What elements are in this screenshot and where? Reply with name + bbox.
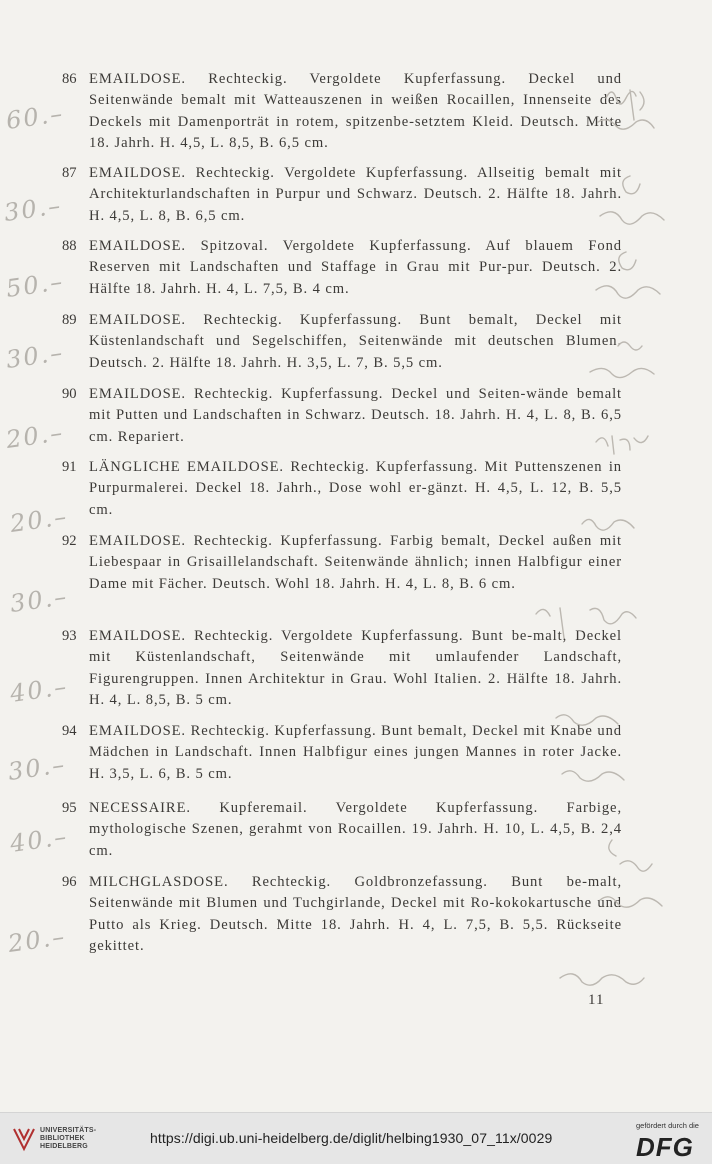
entry-number: 86	[62, 71, 77, 87]
entry-text: EMAILDOSE. Rechteckig. Kupferfassung. Deckel und Seiten-wände bemalt mit Putten und Landschaften in Schwarz. Deutsch. 18. Jahrh. H. 4, L. 8, B. 6,5 cm. Repariert.	[89, 386, 622, 445]
entry-text: MILCHGLASDOSE. Rechteckig. Goldbronzefassung. Bunt be-malt, Seitenwände mit Blumen und Tuchgirlande, Deckel mit Ro-kokokartusche und Putto als Krieg. Deutsch. Mitte 18. Jahrh. H. 4, L. 7,5, B. 5,5. Rückseite gekittet.	[89, 874, 622, 955]
catalog-entry-88	[62, 236, 622, 300]
catalog-entry-96	[62, 872, 622, 958]
catalog-entry-95	[62, 798, 622, 862]
entry-text: EMAILDOSE. Spitzoval. Vergoldete Kupferfassung. Auf blauem Fond Reserven mit Landschaften und Staffage in Grau mit Pur-pur. Deutsch. 2. Hälfte 18. Jahrh. H. 4, L. 7,5, B. 4 cm.	[89, 238, 622, 297]
viewer-footer	[0, 1112, 712, 1164]
entry-number: 89	[62, 312, 77, 328]
pencil-price-note: 40.–	[8, 672, 70, 708]
page-number: 11	[588, 992, 605, 1008]
entry-text: EMAILDOSE. Rechteckig. Kupferfassung. Bunt bemalt, Deckel mit Küstenlandschaft und Segelschiffen, Seitenwände mit deutschen Blumen. Deutsch. 2. Hälfte 18. Jahrh. H. 3,5, L. 7, B. 5,5 cm.	[89, 312, 622, 371]
catalog-entry-90	[62, 384, 622, 448]
catalog-entry-93	[62, 626, 622, 712]
pencil-price-note: 50.–	[4, 267, 66, 303]
dfg-logo: DFG	[636, 1132, 694, 1162]
entry-text: EMAILDOSE. Rechteckig. Vergoldete Kupferfassung. Allseitig bemalt mit Architekturlandschaften in Purpur und Schwarz. Deutsch. 2. Hälfte 18. Jahrh. H. 4,5, L. 8, B. 6,5 cm.	[89, 165, 622, 224]
catalog-entry-94	[62, 721, 622, 785]
pencil-price-note: 30.–	[8, 582, 70, 618]
catalog-entry-91	[62, 457, 622, 521]
entry-text: EMAILDOSE. Rechteckig. Kupferfassung. Bunt bemalt, Deckel mit Knabe und Mädchen in Landschaft. Innen Halbfigur eines jungen Mannes in roter Jacke. H. 3,5, L. 6, B. 5 cm.	[89, 723, 622, 782]
entry-number: 90	[62, 386, 77, 402]
entry-number: 88	[62, 238, 77, 254]
entry-number: 87	[62, 165, 77, 181]
entry-number: 93	[62, 628, 77, 644]
entry-text: LÄNGLICHE EMAILDOSE. Rechteckig. Kupferfassung. Mit Puttenszenen in Purpurmalerei. Deckel 18. Jahrh., Dose wohl er-gänzt. H. 4,5, L. 12, B. 5,5 cm.	[89, 459, 622, 518]
entry-text: NECESSAIRE. Kupferemail. Vergoldete Kupferfassung. Farbige, mythologische Szenen, gerahmt von Rocaillen. 19. Jahrh. H. 10, L. 4,5, B. 2,4 cm.	[89, 800, 622, 859]
entry-text: EMAILDOSE. Rechteckig. Vergoldete Kupferfassung. Deckel und Seitenwände bemalt mit Watteauszenen in weißen Rocaillen, Innenseite des Deckels mit Damenporträt in rotem, spitzenbe-setztem Kleid. Deutsch. Mitte 18. Jahrh. H. 4,5, L. 8,5, B. 6,5 cm.	[89, 71, 622, 152]
library-name: UNIVERSITÄTS- BIBLIOTHEK HEIDELBERG	[40, 1127, 97, 1150]
pencil-price-note: 20.–	[6, 922, 68, 958]
pencil-price-note: 40.–	[8, 822, 70, 858]
catalog-entry-87	[62, 163, 622, 227]
entry-text: EMAILDOSE. Rechteckig. Vergoldete Kupferfassung. Bunt be-malt, Deckel mit Küstenlandschaft, Seitenwände mit umlaufender Landschaft, Figurengruppen. Innen Architektur in Grau. Wohl Italien. 2. Hälfte 18. Jahrh. H. 4, L. 8,5, B. 5 cm.	[89, 628, 622, 709]
pencil-price-note: 20.–	[4, 418, 66, 454]
catalog-entry-92	[62, 531, 622, 595]
entry-number: 96	[62, 874, 77, 890]
pencil-price-note: 20.–	[8, 502, 70, 538]
entry-text: EMAILDOSE. Rechteckig. Kupferfassung. Farbig bemalt, Deckel außen mit Liebespaar in Grisaillelandschaft. Seitenwände ähnlich; innen Halbfigur einer Dame mit Fächer. Deutsch. Wohl 18. Jahrh. H. 4, L. 8, B. 6 cm.	[89, 533, 622, 592]
pencil-price-note: 30.–	[4, 338, 66, 374]
entry-number: 95	[62, 800, 77, 816]
entry-number: 91	[62, 459, 77, 475]
permalink-url[interactable]: https://digi.ub.uni-heidelberg.de/diglit/helbing1930_07_11x/0029	[150, 1130, 553, 1146]
catalog-entry-86	[62, 69, 622, 155]
catalog-entry-89	[62, 310, 622, 374]
pencil-price-note: 60.–	[4, 99, 66, 135]
pencil-price-note: 30.–	[6, 750, 68, 786]
pencil-price-note: 30.–	[2, 191, 64, 227]
entry-number: 94	[62, 723, 77, 739]
university-library-logo	[10, 1125, 40, 1153]
entry-number: 92	[62, 533, 77, 549]
funding-note: gefördert durch die	[636, 1121, 699, 1130]
